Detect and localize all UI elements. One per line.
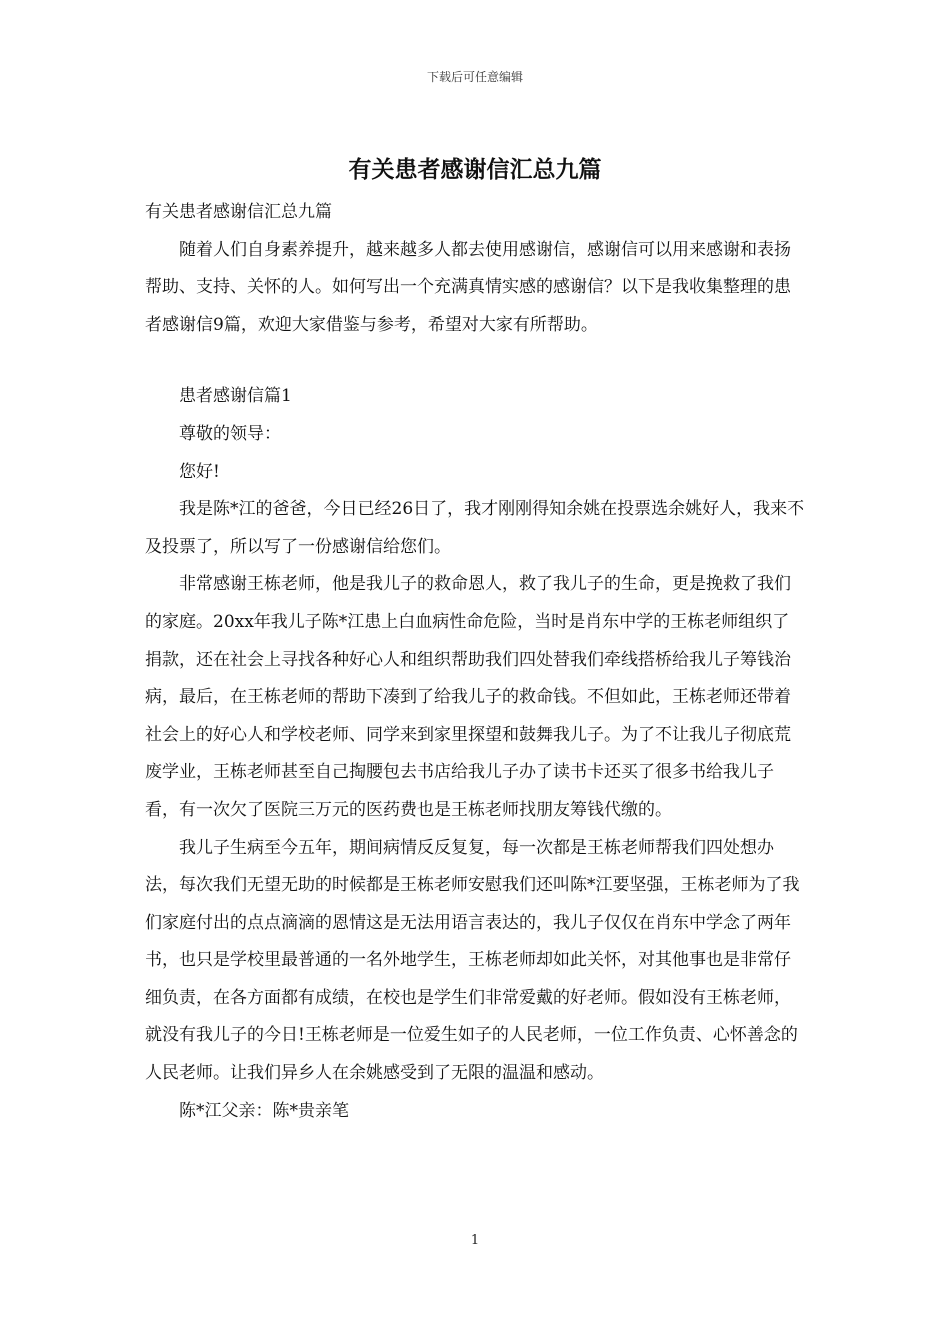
salutation: 尊敬的领导： xyxy=(179,423,281,444)
page-number: 1 xyxy=(470,1233,480,1248)
greeting: 您好! xyxy=(179,461,220,482)
body-paragraph-2: 非常感谢王栋老师，他是我儿子的救命恩人，救了我儿子的生命，更是挽救了我们的家庭。20xx年我儿子陈*江患上白血病性命危险，当时是肖东中学的王栋老师组织了捐款，还在社会上寻找各种好心人和组织帮助我们四处替我们牵线搭桥给我儿子筹钱治病，最后，在王栋老师的帮助下凑到了给我儿子的救命钱。不但如此，王栋老师还带着社会上的好心人和学校老师、同学来到家里探望和鼓舞我儿子。为了不让我儿子彻底荒废学业，王栋老师甚至自己掏腰包去书店给我儿子办了读书卡还买了很多书给我儿子看，有一次欠了医院三万元的医药费也是王栋老师找朋友筹钱代缴的。 xyxy=(145,574,791,820)
document-body xyxy=(145,194,805,1130)
page-header-note: 下载后可任意编辑 xyxy=(426,70,523,84)
intro-paragraph: 随着人们自身素养提升，越来越多人都去使用感谢信，感谢信可以用来感谢和表扬帮助、支持、关怀的人。如何写出一个充满真情实感的感谢信？以下是我收集整理的患者感谢信9篇，欢迎大家借鉴与参考，希望对大家有所帮助。 xyxy=(145,239,791,335)
section-heading: 患者感谢信篇1 xyxy=(179,386,292,407)
body-paragraph-1: 我是陈*江的爸爸，今日已经26日了，我才刚刚得知余姚在投票选余姚好人，我来不及投票了，所以写了一份感谢信给您们。 xyxy=(145,499,805,557)
document-subtitle: 有关患者感谢信汇总九篇 xyxy=(145,202,332,222)
body-paragraph-3: 我儿子生病至今五年，期间病情反反复复，每一次都是王栋老师帮我们四处想办法，每次我们无望无助的时候都是王栋老师安慰我们还叫陈*江要坚强，王栋老师为了我们家庭付出的点点滴滴的恩情这是无法用语言表达的，我儿子仅仅在肖东中学念了两年书，也只是学校里最普通的一名外地学生，王栋老师却如此关怀，对其他事也是非常仔细负责，在各方面都有成绩，在校也是学生们非常爱戴的好老师。假如没有王栋老师，就没有我儿子的今日!王栋老师是一位爱生如子的人民老师，一位工作负责、心怀善念的人民老师。让我们异乡人在余姚感受到了无限的温温和感动。 xyxy=(145,837,800,1084)
document-title: 有关患者感谢信汇总九篇 xyxy=(348,156,602,183)
signature: 陈*江父亲：陈*贵亲笔 xyxy=(179,1100,349,1121)
